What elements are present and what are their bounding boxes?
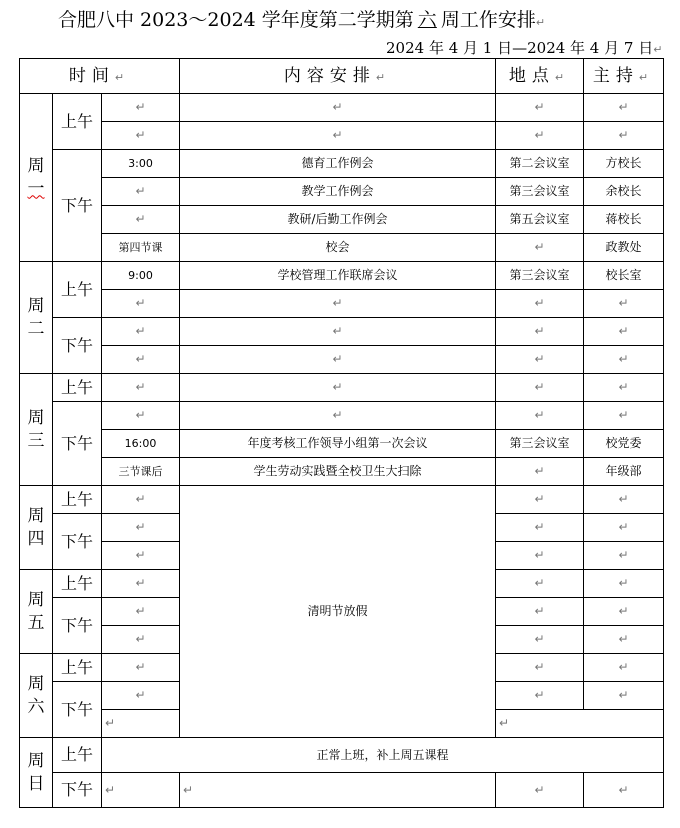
table-row: 周 六 上午 ↵ ↵ ↵ — [20, 654, 664, 682]
day-thursday: 周 四 — [20, 486, 53, 570]
table-row: ↵ 教学工作例会 第三会议室 余校长 — [20, 178, 664, 206]
table-row — [20, 150, 664, 178]
table-row: 下午 ↵ ↵ ↵ ↵ — [20, 773, 664, 808]
afternoon-label: 下午 — [53, 773, 102, 808]
event-time: 3:00 — [102, 150, 180, 178]
afternoon-label: 下午 — [53, 150, 102, 262]
table-row: 下午 ↵ ↵ ↵ — [20, 598, 664, 626]
header-row — [20, 59, 664, 94]
event-host: 校党委 — [584, 430, 664, 458]
paragraph-mark: ↵ — [653, 43, 663, 56]
morning-label: 上午 — [53, 570, 102, 598]
event-host: 年级部 — [584, 458, 664, 486]
day-friday: 周 五 — [20, 570, 53, 654]
event-location: 第二会议室 — [496, 150, 584, 178]
table-row: 周 一 上午 ↵ ↵ ↵ ↵ — [20, 94, 664, 122]
schedule-table — [19, 58, 664, 808]
event-time: 第四节课 — [102, 234, 180, 262]
table-row: ↵ ↵ ↵ — [20, 626, 664, 654]
event-location: 第五会议室 — [496, 206, 584, 234]
title-suffix: 周工作安排 — [440, 9, 536, 31]
event-content: 校会 — [180, 234, 496, 262]
event-host: 政教处 — [584, 234, 664, 262]
table-row: 周 五 上午 ↵ ↵ ↵ — [20, 570, 664, 598]
event-content: 学校管理工作联席会议 — [180, 262, 496, 290]
event-content: 年度考核工作领导小组第一次会议 — [180, 430, 496, 458]
table-row — [20, 262, 664, 290]
table-row: 周 四 上午 ↵ 清明节放假 ↵ ↵ — [20, 486, 664, 514]
table-row: ↵ ↵ — [20, 710, 664, 738]
week-number: 六 — [417, 9, 437, 31]
date-range: 2024 年 4 月 1 日—2024 年 4 月 7 日↵ — [386, 39, 663, 57]
afternoon-label: 下午 — [53, 682, 102, 738]
header-location: 地点↵ — [496, 59, 584, 94]
table-row — [20, 738, 664, 773]
table-row: 三节课后 学生劳动实践暨全校卫生大扫除 ↵ 年级部 — [20, 458, 664, 486]
morning-label: 上午 — [53, 738, 102, 773]
title-prefix: 合肥八中 2023～2024 学年度第二学期第 — [58, 9, 414, 31]
day-monday: 周 一 — [20, 94, 53, 262]
header-time: 时间↵ — [20, 59, 180, 94]
morning-label: 上午 — [53, 654, 102, 682]
table-row: 下午 ↵ ↵ ↵ — [20, 514, 664, 542]
afternoon-label: 下午 — [53, 402, 102, 486]
event-content: 教学工作例会 — [180, 178, 496, 206]
table-row: ↵ ↵ ↵ — [20, 542, 664, 570]
paragraph-mark: ↵ — [535, 16, 546, 29]
day-saturday: 周 六 — [20, 654, 53, 738]
day-wednesday: 周 三 — [20, 374, 53, 486]
sunday-notice: 正常上班，补上周五课程 — [102, 738, 664, 773]
event-content: 教研/后勤工作例会 — [180, 206, 496, 234]
table-row: ↵ ↵ ↵ ↵ — [20, 290, 664, 318]
table-row: ↵ ↵ ↵ ↵ — [20, 346, 664, 374]
table-row: 下午 ↵ ↵ ↵ ↵ — [20, 318, 664, 346]
event-time: 16:00 — [102, 430, 180, 458]
event-time: 三节课后 — [102, 458, 180, 486]
event-content: 学生劳动实践暨全校卫生大扫除 — [180, 458, 496, 486]
morning-label: 上午 — [53, 374, 102, 402]
table-row: ↵ 教研/后勤工作例会 第五会议室 蒋校长 — [20, 206, 664, 234]
table-row: 第四节课 校会 ↵ 政教处 — [20, 234, 664, 262]
holiday-notice: 清明节放假 — [180, 486, 496, 738]
event-host: 蒋校长 — [584, 206, 664, 234]
afternoon-label: 下午 — [53, 514, 102, 570]
event-host: 余校长 — [584, 178, 664, 206]
afternoon-label: 下午 — [53, 318, 102, 374]
event-location: 第三会议室 — [496, 262, 584, 290]
event-host: 校长室 — [584, 262, 664, 290]
event-location: 第三会议室 — [496, 178, 584, 206]
table-row: 下午 ↵ ↵ ↵ — [20, 682, 664, 710]
header-host: 主持↵ — [584, 59, 664, 94]
day-tuesday: 周 二 — [20, 262, 53, 374]
event-content: 德育工作例会 — [180, 150, 496, 178]
day-sunday: 周 日 — [20, 738, 53, 808]
table-row: ↵ ↵ ↵ ↵ — [20, 122, 664, 150]
table-row: 下午 ↵ ↵ ↵ ↵ — [20, 402, 664, 430]
morning-label: 上午 — [53, 262, 102, 318]
event-host: 方校长 — [584, 150, 664, 178]
afternoon-label: 下午 — [53, 598, 102, 654]
morning-label: 上午 — [53, 94, 102, 150]
table-row — [20, 430, 664, 458]
header-content: 内容安排↵ — [180, 59, 496, 94]
morning-label: 上午 — [53, 486, 102, 514]
table-row: 周 三 上午 ↵ ↵ ↵ ↵ — [20, 374, 664, 402]
document-title — [58, 5, 545, 32]
event-time: 9:00 — [102, 262, 180, 290]
event-location: 第三会议室 — [496, 430, 584, 458]
